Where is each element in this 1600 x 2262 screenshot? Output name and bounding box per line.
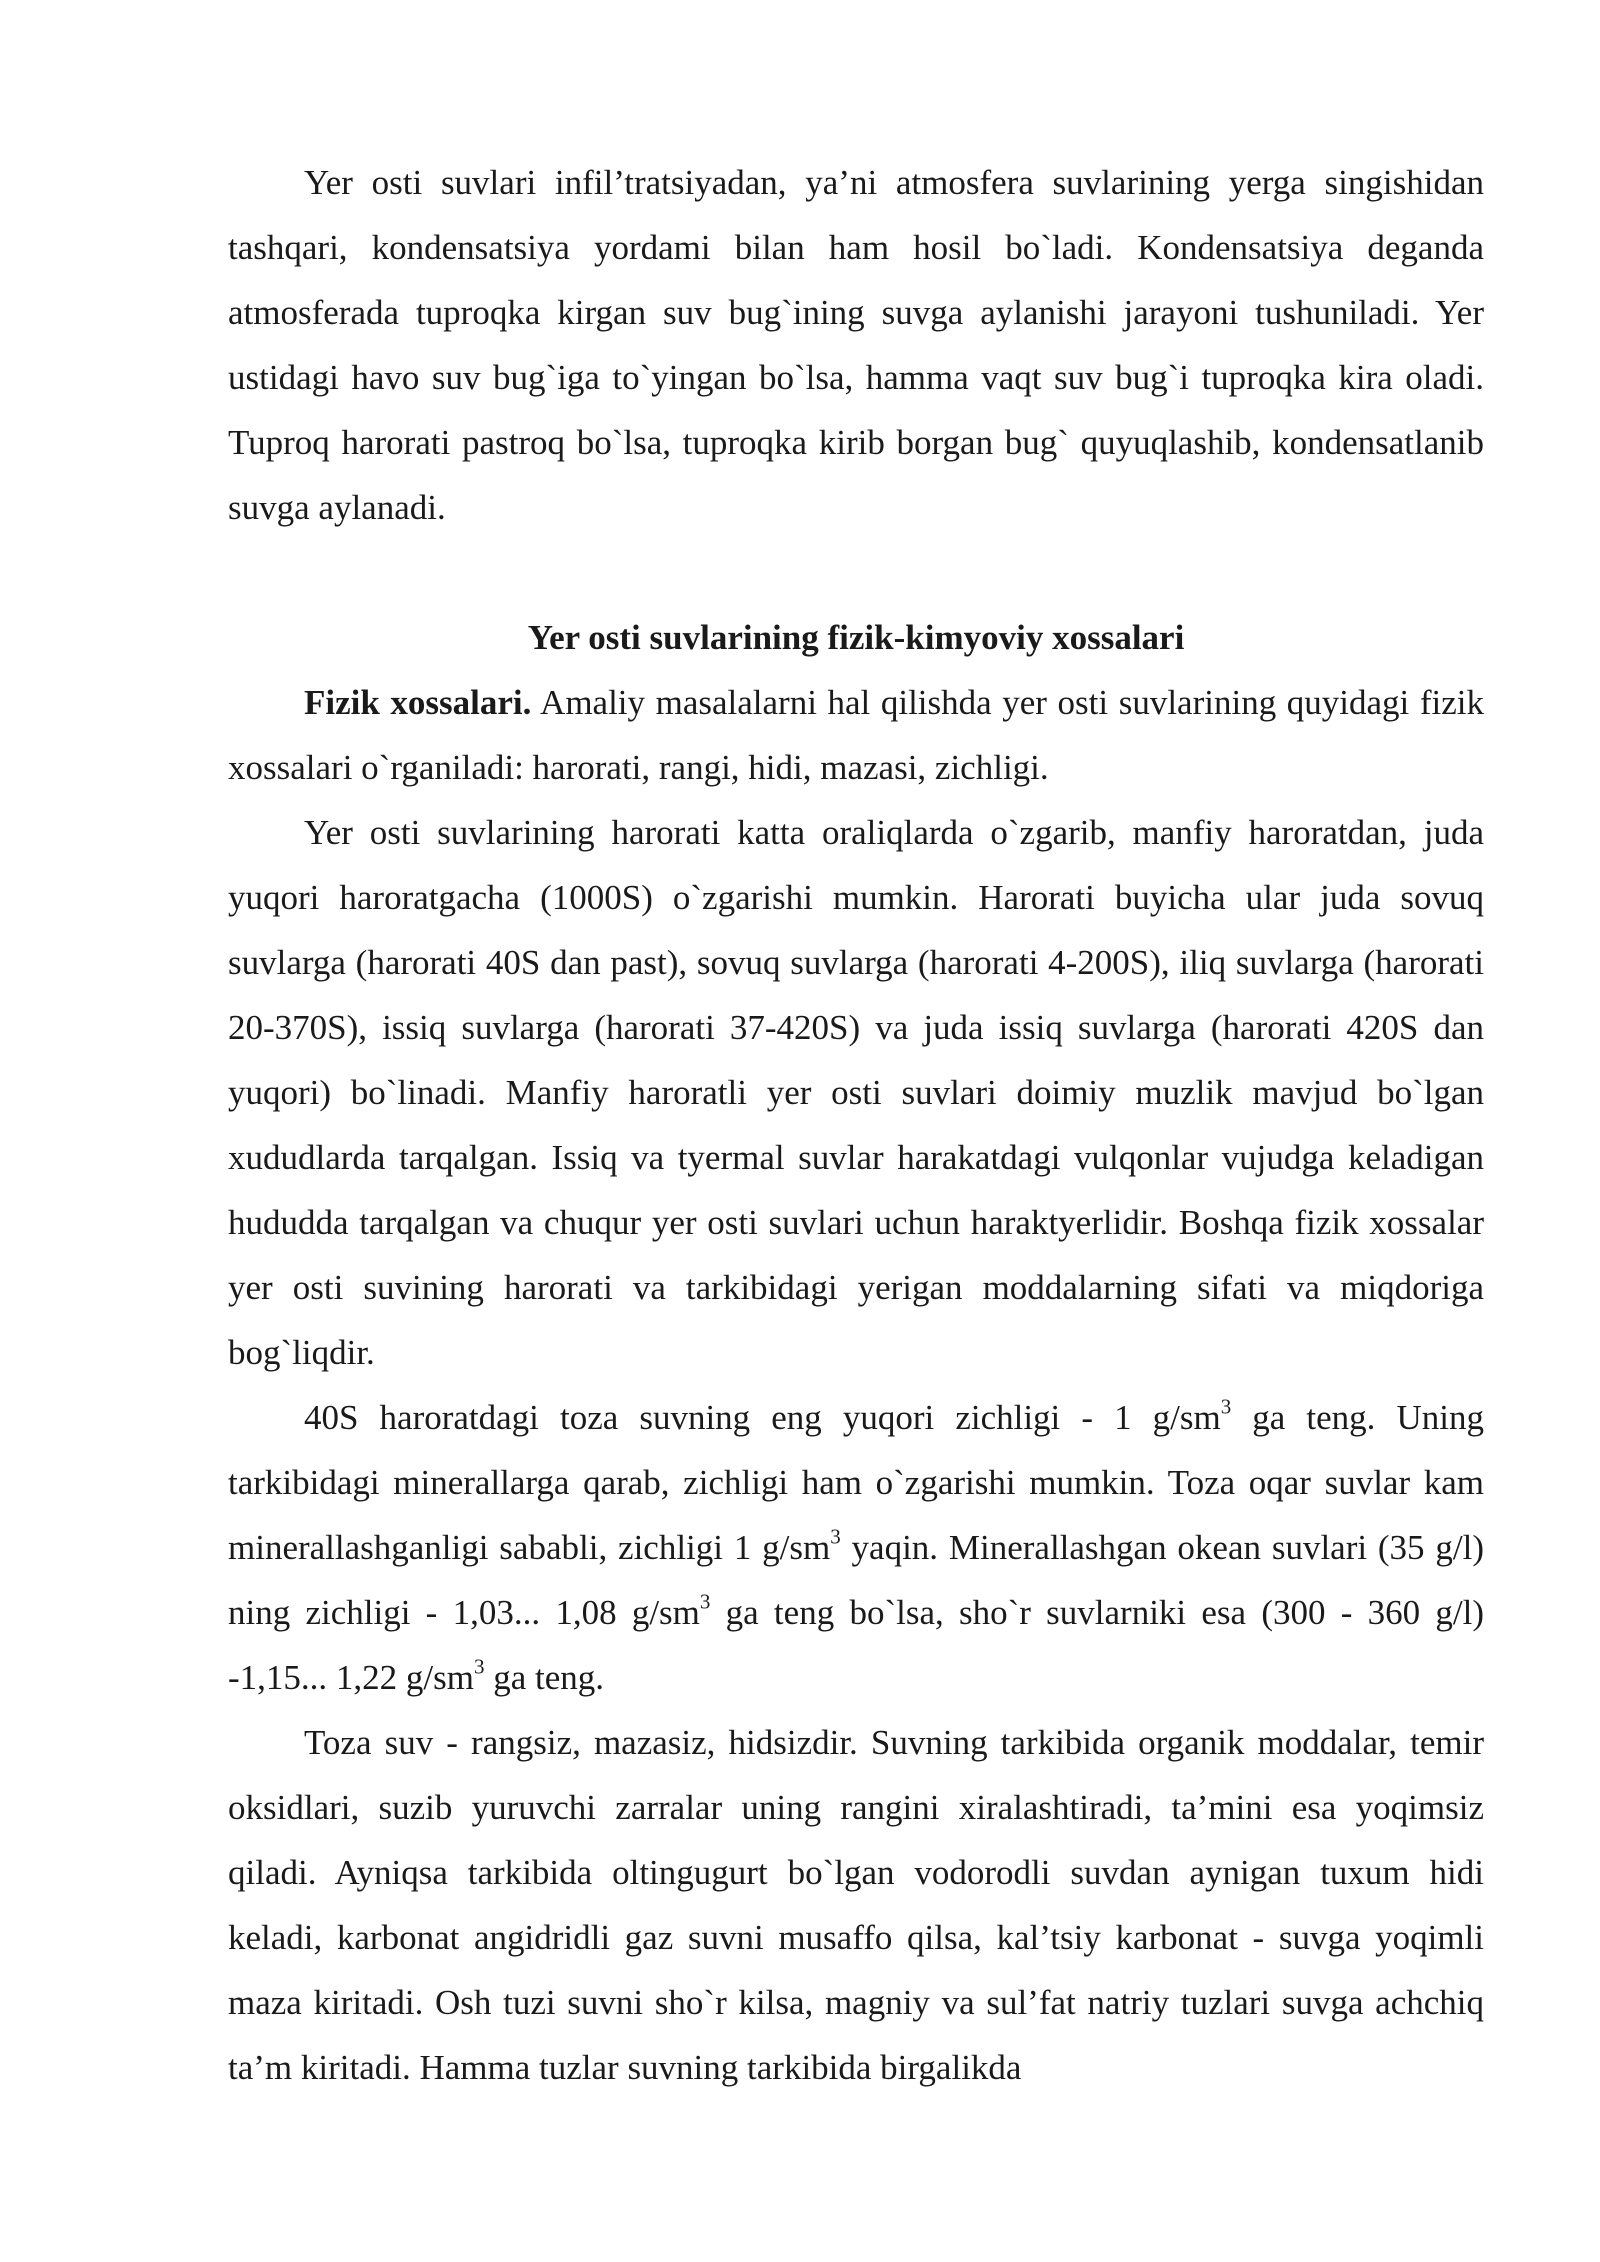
document-page xyxy=(228,150,1484,2100)
superscript: 3 xyxy=(473,1654,485,1679)
paragraph-spacer xyxy=(228,540,1484,605)
paragraph-text: Amaliy masalalarni hal qilishda yer osti suvlarining quyidagi fizik xossalari o`rganiladi: harorati, rangi, hidi, mazasi, zichligi. xyxy=(228,683,1484,787)
superscript: 3 xyxy=(1220,1394,1232,1419)
superscript: 3 xyxy=(699,1589,711,1614)
paragraph-condensation: Yer osti suvlari infil’tratsiyadan, ya’ni atmosfera suvlarining yerga singishidan tashqari, kondensatsiya yordami bilan ham hosil bo`ladi. Kondensatsiya deganda atmosferada tuproqka kirgan suv bug`ining suvga aylanishi jarayoni tushuniladi. Yer ustidagi havo suv bug`iga to`yingan bo`lsa, hamma vaqt suv bug`i tuproqka kira oladi. Tuproq harorati pastroq bo`lsa, tuproqka kirib borgan bug` quyuqlashib, kondensatlanib suvga aylanadi. xyxy=(228,163,1484,527)
section-title: Yer osti suvlarining fizik-kimyoviy xossalari xyxy=(527,618,1185,657)
paragraph-text: ga teng. Uning tarkibidagi minerallarga qarab, zichligi ham o`zgarishi mumkin. Toza oqar suvlar kam minerallashganligi sababli, zichligi 1 g/sm xyxy=(228,1398,1484,1567)
paragraph-physical-properties xyxy=(228,670,1484,800)
paragraph-text: ga teng. xyxy=(484,1658,605,1697)
paragraph-color-taste: Toza suv - rangsiz, mazasiz, hidsizdir. Suvning tarkibida organik moddalar, temir oksidlari, suzib yuruvchi zarralar uning rangini xiralashtiradi, ta’mini esa yoqimsiz qiladi. Ayniqsa tarkibida oltingugurt bo`lgan vodorodli suvdan aynigan tuxum hidi keladi, karbonat angidridli gaz suvni musaffo qilsa, kal’tsiy karbonat - suvga yoqimli maza kiritadi. Osh tuzi suvni sho`r kilsa, magniy va sul’fat natriy tuzlari suvga achchiq ta’m kiritadi. Hamma tuzlar suvning tarkibida birgalikda xyxy=(228,1723,1484,2087)
paragraph-density xyxy=(228,1385,1484,1710)
paragraph-text: 40S haroratdagi toza suvning eng yuqori zichligi - 1 g/sm xyxy=(304,1398,1221,1437)
superscript: 3 xyxy=(830,1524,841,1549)
paragraph-text: ga teng bo`lsa, sho`r suvlarniki esa (300 - 360 g/l) -1,15... 1,22 g/sm xyxy=(228,1593,1484,1697)
paragraph-text: yaqin. Minerallashgan okean suvlari (35 g/l) ning zichligi - 1,03... 1,08 g/sm xyxy=(228,1528,1484,1632)
paragraph-temperature: Yer osti suvlarining harorati katta oraliqlarda o`zgarib, manfiy haroratdan, juda yuqori haroratgacha (1000S) o`zgarishi mumkin. Harorati buyicha ular juda sovuq suvlarga (harorati 40S dan past), sovuq suvlarga (harorati 4-200S), iliq suvlarga (harorati 20-370S), issiq suvlarga (harorati 37-420S) va juda issiq suvlarga (harorati 420S dan yuqori) bo`linadi. Manfiy haroratli yer osti suvlari doimiy muzlik mavjud bo`lgan xududlarda tarqalgan. Issiq va tyermal suvlar harakatdagi vulqonlar vujudga keladigan hududda tarqalgan va chuqur yer osti suvlari uchun haraktyerlidir. Boshqa fizik xossalar yer osti suvining harorati va tarkibidagi yerigan moddalarning sifati va miqdoriga bog`liqdir. xyxy=(228,813,1484,1372)
paragraph-lead-bold: Fizik xossalari. xyxy=(304,683,532,722)
